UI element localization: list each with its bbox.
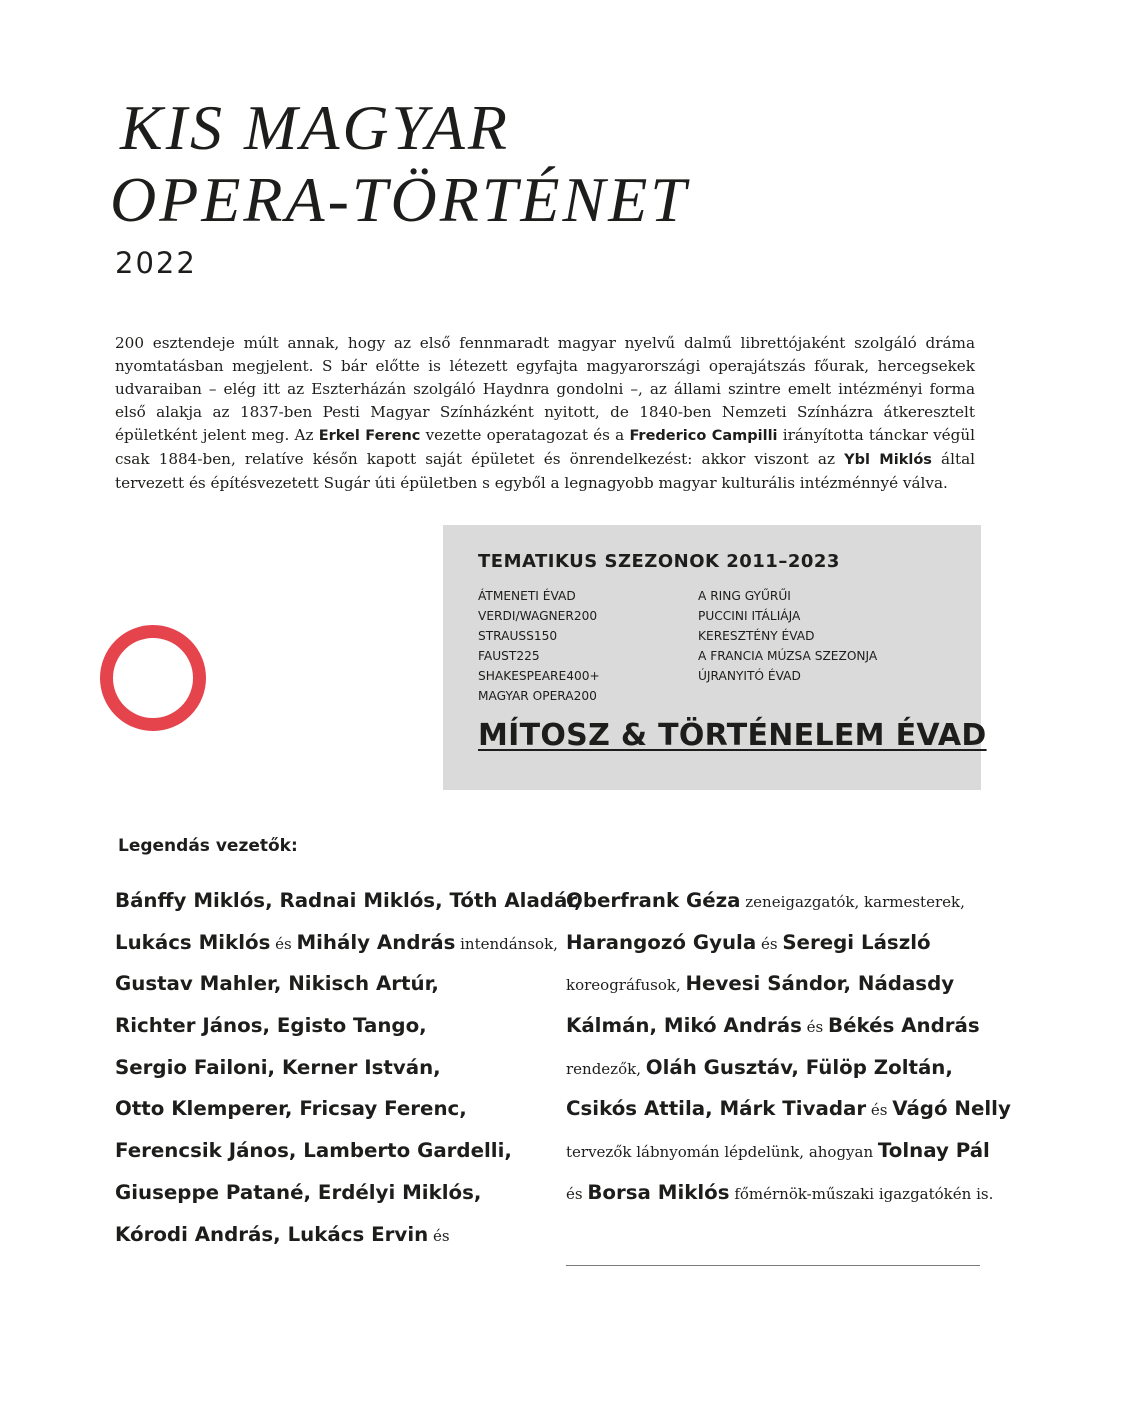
leaders-line xyxy=(115,880,582,922)
season-item: PUCCINI ITÁLIÁJA xyxy=(698,609,801,623)
intro-text: vezette operatagozat és a xyxy=(420,426,630,444)
leaders-line xyxy=(566,963,1006,1005)
leader-names: Vágó Nelly xyxy=(892,1097,1011,1121)
leaders-column-right xyxy=(566,880,1011,1214)
page-title xyxy=(110,92,689,236)
season-item: A FRANCIA MÚZSA SZEZONJA xyxy=(698,649,878,663)
leader-role-text: és xyxy=(866,1101,893,1120)
leader-names: Seregi László xyxy=(782,930,931,954)
intro-text: 200 esztendeje múlt annak, hogy az első fennmaradt magyar nyelvű dalmű librettójaként szolgáló dráma nyomtatásban megjelent. S bár előtte is létezett egyfajta magyarországi operajátszás főurak, hercegsekek udvaraiban – elég itt az Eszterházán szolgáló Haydnra gondolni –, az állami szintre emelt intézményi forma első alakja az 1837-ben Pesti Magyar Színházként nyitott, de 1840-ben Nemzeti Színházra átkeresztelt épületként jelent meg. Az xyxy=(115,334,975,444)
leader-role-text: és xyxy=(428,1226,450,1245)
leaders-line xyxy=(115,922,558,964)
leaders-line xyxy=(566,1172,1006,1214)
leaders-line xyxy=(566,880,1006,922)
season-item: A RING GYŰRŰI xyxy=(698,589,791,603)
leaders-column-left xyxy=(115,880,582,1255)
seasons-column-2 xyxy=(698,586,918,706)
leader-names: Lukács Miklós xyxy=(115,930,271,954)
season-item: ÚJRANYITÓ ÉVAD xyxy=(698,669,801,683)
leaders-line xyxy=(566,1005,1006,1047)
intro-name: Frederico Campilli xyxy=(629,428,778,444)
leader-names: Mihály András xyxy=(296,930,456,954)
intro-text: irányította tánckar végül csak 1884-ben, relatíve későn kapott saját épületet és önrendelkezést: akkor viszont az xyxy=(115,426,975,468)
leader-role-text: koreográfusok, xyxy=(566,976,686,995)
leader-names: Oberfrank Géza xyxy=(566,889,741,912)
leaders-line xyxy=(115,1214,555,1256)
leader-names: Kórodi András, Lukács Ervin xyxy=(115,1222,429,1246)
leader-names: Gustav Mahler, Nikisch Artúr, xyxy=(115,972,439,996)
season-item: VERDI/WAGNER200 xyxy=(478,609,598,623)
leader-role-text: zeneigazgatók, karmesterek, xyxy=(740,893,965,911)
leader-role-text: és xyxy=(270,934,297,953)
leader-role-text: és xyxy=(756,934,783,953)
season-item: FAUST225 xyxy=(478,649,540,663)
leader-role-text: főmérnök-műszaki igazgatókén is. xyxy=(729,1184,994,1203)
leader-role-text: és xyxy=(801,1018,829,1037)
leader-names: Kálmán, Mikó András xyxy=(566,1014,802,1038)
leader-names: Otto Klemperer, Fricsay Ferenc, xyxy=(115,1097,467,1121)
featured-season: MÍTOSZ & TÖRTÉNELEM ÉVAD xyxy=(478,718,987,753)
leader-role-text: intendánsok, xyxy=(455,934,558,953)
leader-names: Békés András xyxy=(828,1014,980,1038)
leader-names: Harangozó Gyula xyxy=(566,930,757,954)
season-item: SHAKESPEARE400+ xyxy=(478,669,600,683)
leaders-line xyxy=(566,922,1006,964)
leaders-line xyxy=(115,1047,555,1089)
leaders-line xyxy=(115,963,555,1005)
divider-line xyxy=(566,1265,980,1266)
leaders-line xyxy=(115,1130,555,1172)
intro-name: Ybl Miklós xyxy=(844,452,932,468)
leaders-line xyxy=(566,1130,1006,1172)
leader-names: Bánffy Miklós, Radnai Miklós, Tóth Aladár, xyxy=(115,889,582,912)
leader-names: Csikós Attila, Márk Tivadar xyxy=(566,1097,867,1121)
leader-names: Oláh Gusztáv, Fülöp Zoltán, xyxy=(645,1055,953,1079)
leaders-line xyxy=(566,1047,1006,1089)
leader-names: Ferencsik János, Lamberto Gardelli, xyxy=(115,1139,512,1163)
leader-names: Hevesi Sándor, Nádasdy xyxy=(685,972,955,996)
leader-role-text: rendezők, xyxy=(566,1059,646,1078)
season-item: STRAUSS150 xyxy=(478,629,558,643)
thematic-seasons-box xyxy=(443,525,987,790)
leaders-heading: Legendás vezetők: xyxy=(118,836,298,856)
seasons-heading: TEMATIKUS SZEZONOK 2011–2023 xyxy=(478,551,840,572)
season-item: MAGYAR OPERA200 xyxy=(478,689,597,703)
leaders-line xyxy=(115,1005,555,1047)
leader-names: Richter János, Egisto Tango, xyxy=(115,1014,427,1038)
title-line-1: KIS MAGYAR xyxy=(120,92,510,163)
season-item: ÁTMENETI ÉVAD xyxy=(478,589,576,603)
year-label: 2022 xyxy=(115,246,197,280)
leaders-line xyxy=(115,1172,555,1214)
leaders-line xyxy=(115,1088,555,1130)
season-item: KERESZTÉNY ÉVAD xyxy=(698,629,815,643)
leader-names: Giuseppe Patané, Erdélyi Miklós, xyxy=(115,1180,482,1204)
seasons-column-1 xyxy=(478,586,698,706)
title-line-2: OPERA-TÖRTÉNET xyxy=(110,164,689,235)
intro-name: Erkel Ferenc xyxy=(318,428,421,444)
leader-names: Tolnay Pál xyxy=(877,1139,990,1163)
leaders-line xyxy=(566,1088,1011,1130)
intro-paragraph xyxy=(115,332,975,495)
leader-names: Borsa Miklós xyxy=(587,1180,730,1204)
intro-text: által tervezett és építésvezetett Sugár úti épületben s egyből a legnagyobb magyar kulturális intézménnyé válva. xyxy=(115,450,975,492)
leader-role-text: tervezők lábnyomán lépdelünk, ahogyan xyxy=(566,1143,878,1162)
leader-names: Sergio Failoni, Kerner István, xyxy=(115,1055,441,1079)
red-ring-decoration xyxy=(100,625,206,731)
leader-role-text: és xyxy=(566,1184,588,1203)
